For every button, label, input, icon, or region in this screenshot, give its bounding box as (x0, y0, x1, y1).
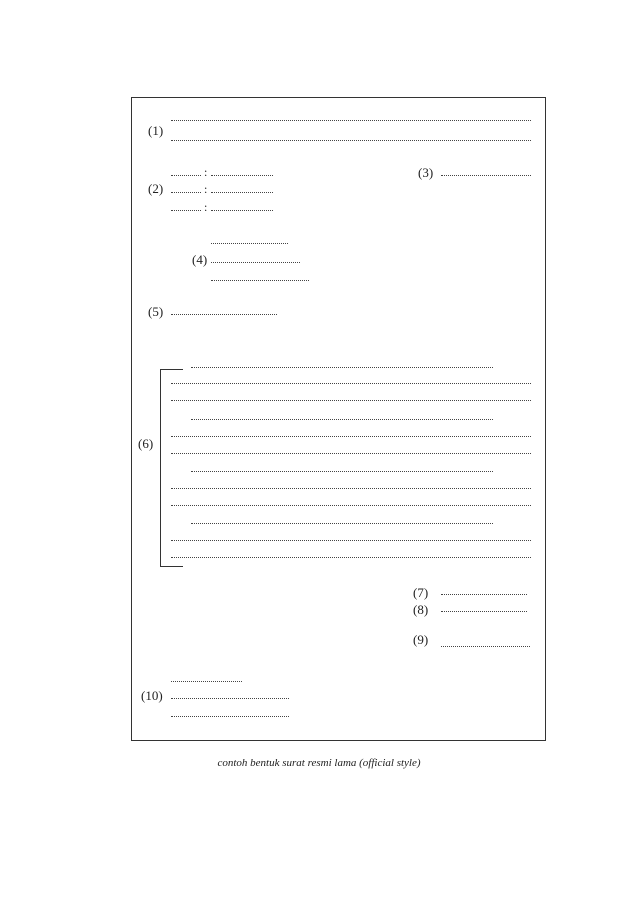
closing-line (441, 594, 527, 595)
label-4: (4) (192, 252, 208, 267)
label-2: (2) (148, 181, 164, 196)
body-line (171, 557, 531, 558)
label-9: (9) (413, 632, 429, 647)
colon: : (204, 200, 208, 214)
address-line (211, 280, 309, 281)
field-name-line (171, 210, 201, 211)
body-line-indent (191, 523, 493, 524)
signature-line (441, 611, 527, 612)
label-3: (3) (418, 165, 434, 180)
body-line (171, 436, 531, 437)
figure-caption: contoh bentuk surat resmi lama (official style) (217, 757, 421, 769)
label-6: (6) (138, 436, 154, 451)
body-line (171, 540, 531, 541)
name-line (441, 646, 530, 647)
body-bracket (160, 369, 183, 567)
body-line-indent (191, 367, 493, 368)
copy-line (171, 698, 289, 699)
label-8: (8) (413, 602, 429, 617)
field-value-line (211, 175, 273, 176)
salutation-line (171, 314, 277, 315)
label-1: (1) (148, 123, 164, 138)
letterhead-line (171, 120, 531, 121)
body-line-indent (191, 419, 493, 420)
field-value-line (211, 210, 273, 211)
field-value-line (211, 192, 273, 193)
letterhead-line (171, 140, 531, 141)
body-line (171, 383, 531, 384)
copy-line (171, 716, 289, 717)
body-line (171, 505, 531, 506)
colon: : (204, 165, 208, 179)
body-line (171, 453, 531, 454)
body-line (171, 488, 531, 489)
colon: : (204, 182, 208, 196)
body-line (171, 400, 531, 401)
label-5: (5) (148, 304, 164, 319)
date-line (441, 175, 531, 176)
label-7: (7) (413, 585, 429, 600)
body-line-indent (191, 471, 493, 472)
field-name-line (171, 192, 201, 193)
label-10: (10) (141, 688, 163, 703)
copy-line (171, 681, 242, 682)
field-name-line (171, 175, 201, 176)
address-line (211, 243, 288, 244)
address-line (211, 262, 300, 263)
